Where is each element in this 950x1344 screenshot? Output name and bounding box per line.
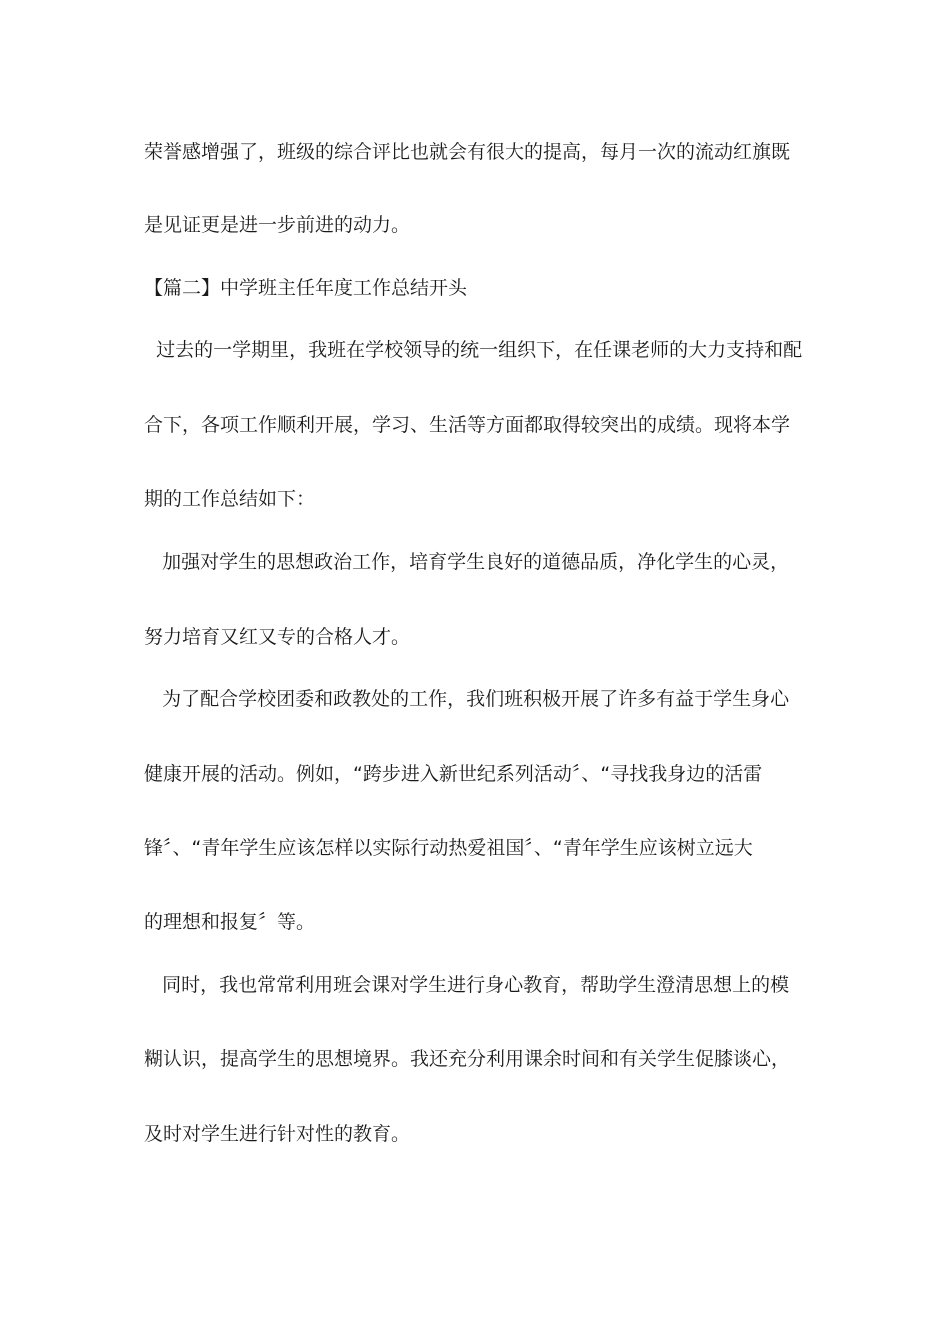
paragraph-line: 锋〞、“青年学生应该怎样以实际行动热爱祖国〞、“青年学生应该树立远大: [144, 837, 753, 859]
paragraph-line: 及时对学生进行针对性的教育。: [144, 1123, 411, 1145]
paragraph-line: 同时，我也常常利用班会课对学生进行身心教育，帮助学生澄清思想上的模: [144, 974, 790, 996]
paragraph-line: 是见证更是进一步前进的动力。: [144, 214, 411, 236]
paragraph-line: 糊认识，提高学生的思想境界。我还充分利用课余时间和有关学生促膝谈心，: [144, 1048, 791, 1070]
paragraph-line: 合下，各项工作顺利开展，学习、生活等方面都取得较突出的成绩。现将本学: [144, 414, 791, 436]
paragraph-line: 过去的一学期里，我班在学校领导的统一组织下，在任课老师的大力支持和配: [144, 339, 803, 361]
paragraph-line: 荣誉感增强了，班级的综合评比也就会有很大的提高，每月一次的流动红旗既: [144, 141, 791, 163]
paragraph-line: 为了配合学校团委和政教处的工作，我们班积极开展了许多有益于学生身心: [144, 688, 790, 710]
paragraph-line: 健康开展的活动。例如，“跨步进入新世纪系列活动〞、“寻找我身边的活雷: [144, 763, 763, 785]
paragraph-line: 期的工作总结如下：: [144, 488, 316, 510]
paragraph-line: 的理想和报复〞等。: [144, 911, 316, 933]
paragraph-line: 加强对学生的思想政治工作，培育学生良好的道德品质，净化学生的心灵，: [144, 551, 790, 573]
paragraph-line: 努力培育又红又专的合格人才。: [144, 626, 411, 648]
section-heading: 【篇二】中学班主任年度工作总结开头: [144, 277, 468, 299]
